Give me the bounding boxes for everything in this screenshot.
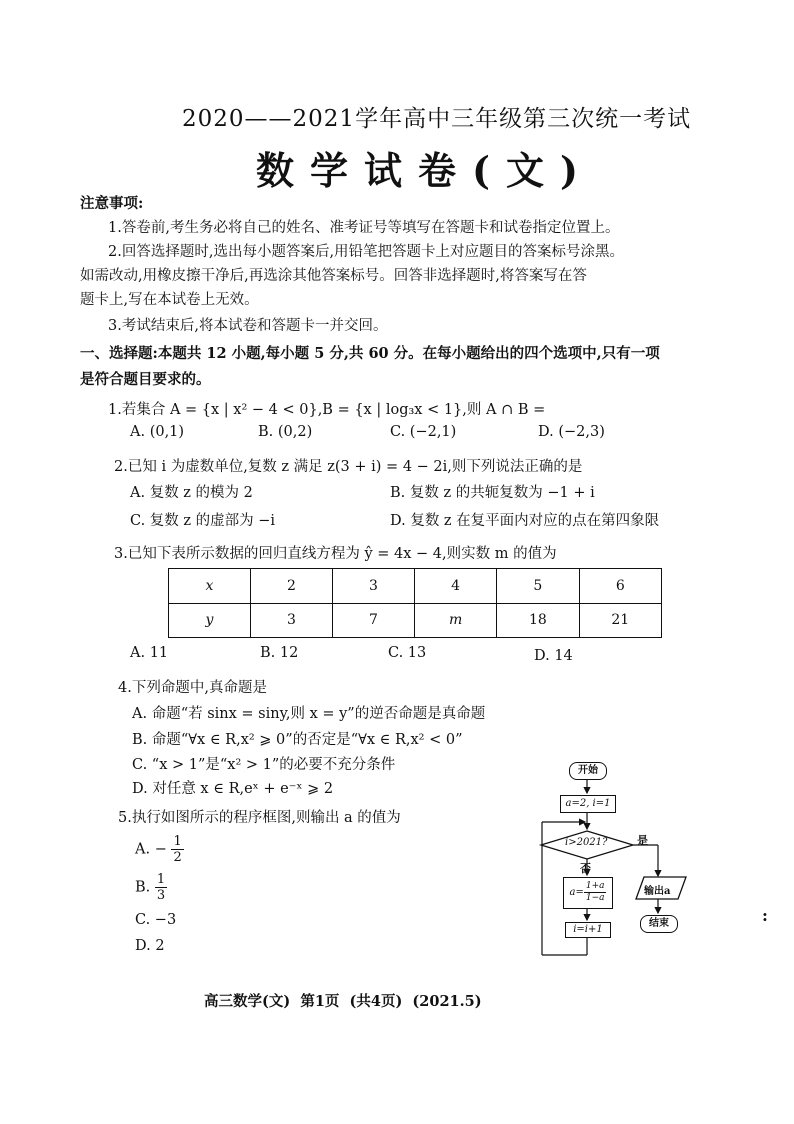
- table-cell: 3: [250, 603, 332, 638]
- fraction-denominator: 1−a: [585, 893, 605, 903]
- q3-stem: 3.已知下表所示数据的回归直线方程为 ŷ = 4x − 4,则实数 m 的值为: [114, 546, 557, 562]
- table-cell: 21: [579, 603, 661, 638]
- table-cell: m: [415, 603, 497, 638]
- q2-option-b: B. 复数 z 的共轭复数为 −1 + i: [390, 485, 595, 501]
- table-cell: 2: [250, 569, 332, 604]
- table-row: [169, 603, 662, 638]
- q5-stem: 5.执行如图所示的程序框图,则输出 a 的值为: [118, 810, 401, 826]
- fraction-numerator: 1: [173, 834, 182, 849]
- flowchart-condition: i>2021?: [565, 837, 608, 848]
- q2-option-d: D. 复数 z 在复平面内对应的点在第四象限: [390, 513, 660, 529]
- flowchart-start: 开始: [569, 762, 607, 780]
- q4-option-c: C. “x > 1”是“x² > 1”的必要不充分条件: [132, 757, 396, 773]
- notes-item-1: 1.答卷前,考生务必将自己的姓名、准考证号等填写在答题卡和试卷指定位置上。: [108, 220, 620, 236]
- table-cell: 5: [497, 569, 579, 604]
- table-cell: 7: [332, 603, 414, 638]
- q1-option-c: C. (−2,1): [390, 424, 457, 440]
- q5-option-a: [135, 834, 184, 865]
- q5-option-b-fraction: [155, 872, 167, 903]
- q4-option-d: D. 对任意 x ∈ R,eˣ + e⁻ˣ ⩾ 2: [132, 781, 334, 797]
- flowchart-output: 输出a: [644, 886, 671, 897]
- q3-option-b: B. 12: [260, 645, 299, 661]
- flowchart-init: a=2, i=1: [560, 795, 616, 813]
- q5-option-a-prefix: A. −: [135, 841, 167, 858]
- program-flowchart: [538, 760, 698, 960]
- q1-stem: 1.若集合 A = {x | x² − 4 < 0},B = {x | log₃x < 1},则 A ∩ B =: [108, 402, 546, 418]
- q3-data-table: [168, 568, 662, 638]
- q5-option-a-fraction: [171, 834, 183, 865]
- exam-title-line: 2020——2021学年高中三年级第三次统一考试: [182, 106, 692, 132]
- page-footer: 高三数学(文) 第1页 (共4页) (2021.5): [204, 993, 482, 1010]
- q1-option-d: D. (−2,3): [538, 424, 605, 440]
- q5-option-b: [135, 872, 167, 903]
- q1-option-a: A. (0,1): [130, 424, 185, 440]
- table-cell: 3: [332, 569, 414, 604]
- q3-option-d: D. 14: [534, 648, 573, 664]
- flowchart-assign: [563, 877, 613, 909]
- fraction-numerator: 1: [156, 872, 166, 887]
- q2-option-c: C. 复数 z 的虚部为 −i: [130, 513, 276, 529]
- fraction-denominator: 3: [156, 888, 166, 903]
- q2-stem: 2.已知 i 为虚数单位,复数 z 满足 z(3 + i) = 4 − 2i,则下列说法正确的是: [114, 459, 583, 475]
- q5-option-d: D. 2: [135, 938, 165, 954]
- table-cell: 4: [415, 569, 497, 604]
- section1-line-2: 是符合题目要求的。: [80, 371, 211, 388]
- fraction-numerator: 1+a: [585, 881, 605, 891]
- flowchart-yes-label: 是: [637, 834, 648, 847]
- notes-item-3: 3.考试结束后,将本试卷和答题卡一并交回。: [108, 318, 388, 334]
- notes-heading: 注意事项:: [80, 195, 144, 212]
- q5-option-c: C. −3: [135, 912, 177, 928]
- q1-option-b: B. (0,2): [258, 424, 313, 440]
- q4-stem: 4.下列命题中,真命题是: [118, 680, 267, 696]
- q5-option-b-prefix: B.: [135, 879, 151, 896]
- table-row: [169, 569, 662, 604]
- q3-option-a: A. 11: [130, 645, 169, 661]
- table-cell: 6: [579, 569, 661, 604]
- notes-item-2-line-3: 题卡上,写在本试卷上无效。: [80, 292, 259, 308]
- subject-title: 数学试卷(文): [256, 148, 594, 193]
- q4-option-b: B. 命题“∀x ∈ R,x² ⩾ 0”的否定是“∀x ∈ R,x² < 0”: [132, 732, 463, 748]
- flowchart-assign-fraction: [584, 881, 607, 904]
- flowchart-increment: i=i+1: [565, 922, 611, 938]
- section1-line-1: 一、选择题:本题共 12 小题,每小题 5 分,共 60 分。在每小题给出的四个选项中,只有一项: [80, 345, 660, 362]
- flowchart-assign-prefix: a=: [569, 887, 584, 898]
- notes-item-2-line-1: 2.回答选择题时,选出每小题答案后,用铅笔把答题卡上对应题目的答案标号涂黑。: [108, 244, 625, 260]
- q3-option-c: C. 13: [388, 645, 427, 661]
- flowchart-no-label: 否: [580, 862, 591, 875]
- q4-option-a: A. 命题“若 sinx = siny,则 x = y”的逆否命题是真命题: [132, 706, 486, 722]
- table-cell: 18: [497, 603, 579, 638]
- table-cell: y: [169, 603, 251, 638]
- margin-mark: :: [762, 906, 768, 925]
- table-cell: x: [169, 569, 251, 604]
- notes-item-2-line-2: 如需改动,用橡皮擦干净后,再选涂其他答案标号。回答非选择题时,将答案写在答: [80, 268, 587, 284]
- fraction-denominator: 2: [173, 850, 182, 865]
- q2-option-a: A. 复数 z 的模为 2: [130, 485, 253, 501]
- flowchart-end: 结束: [640, 915, 678, 933]
